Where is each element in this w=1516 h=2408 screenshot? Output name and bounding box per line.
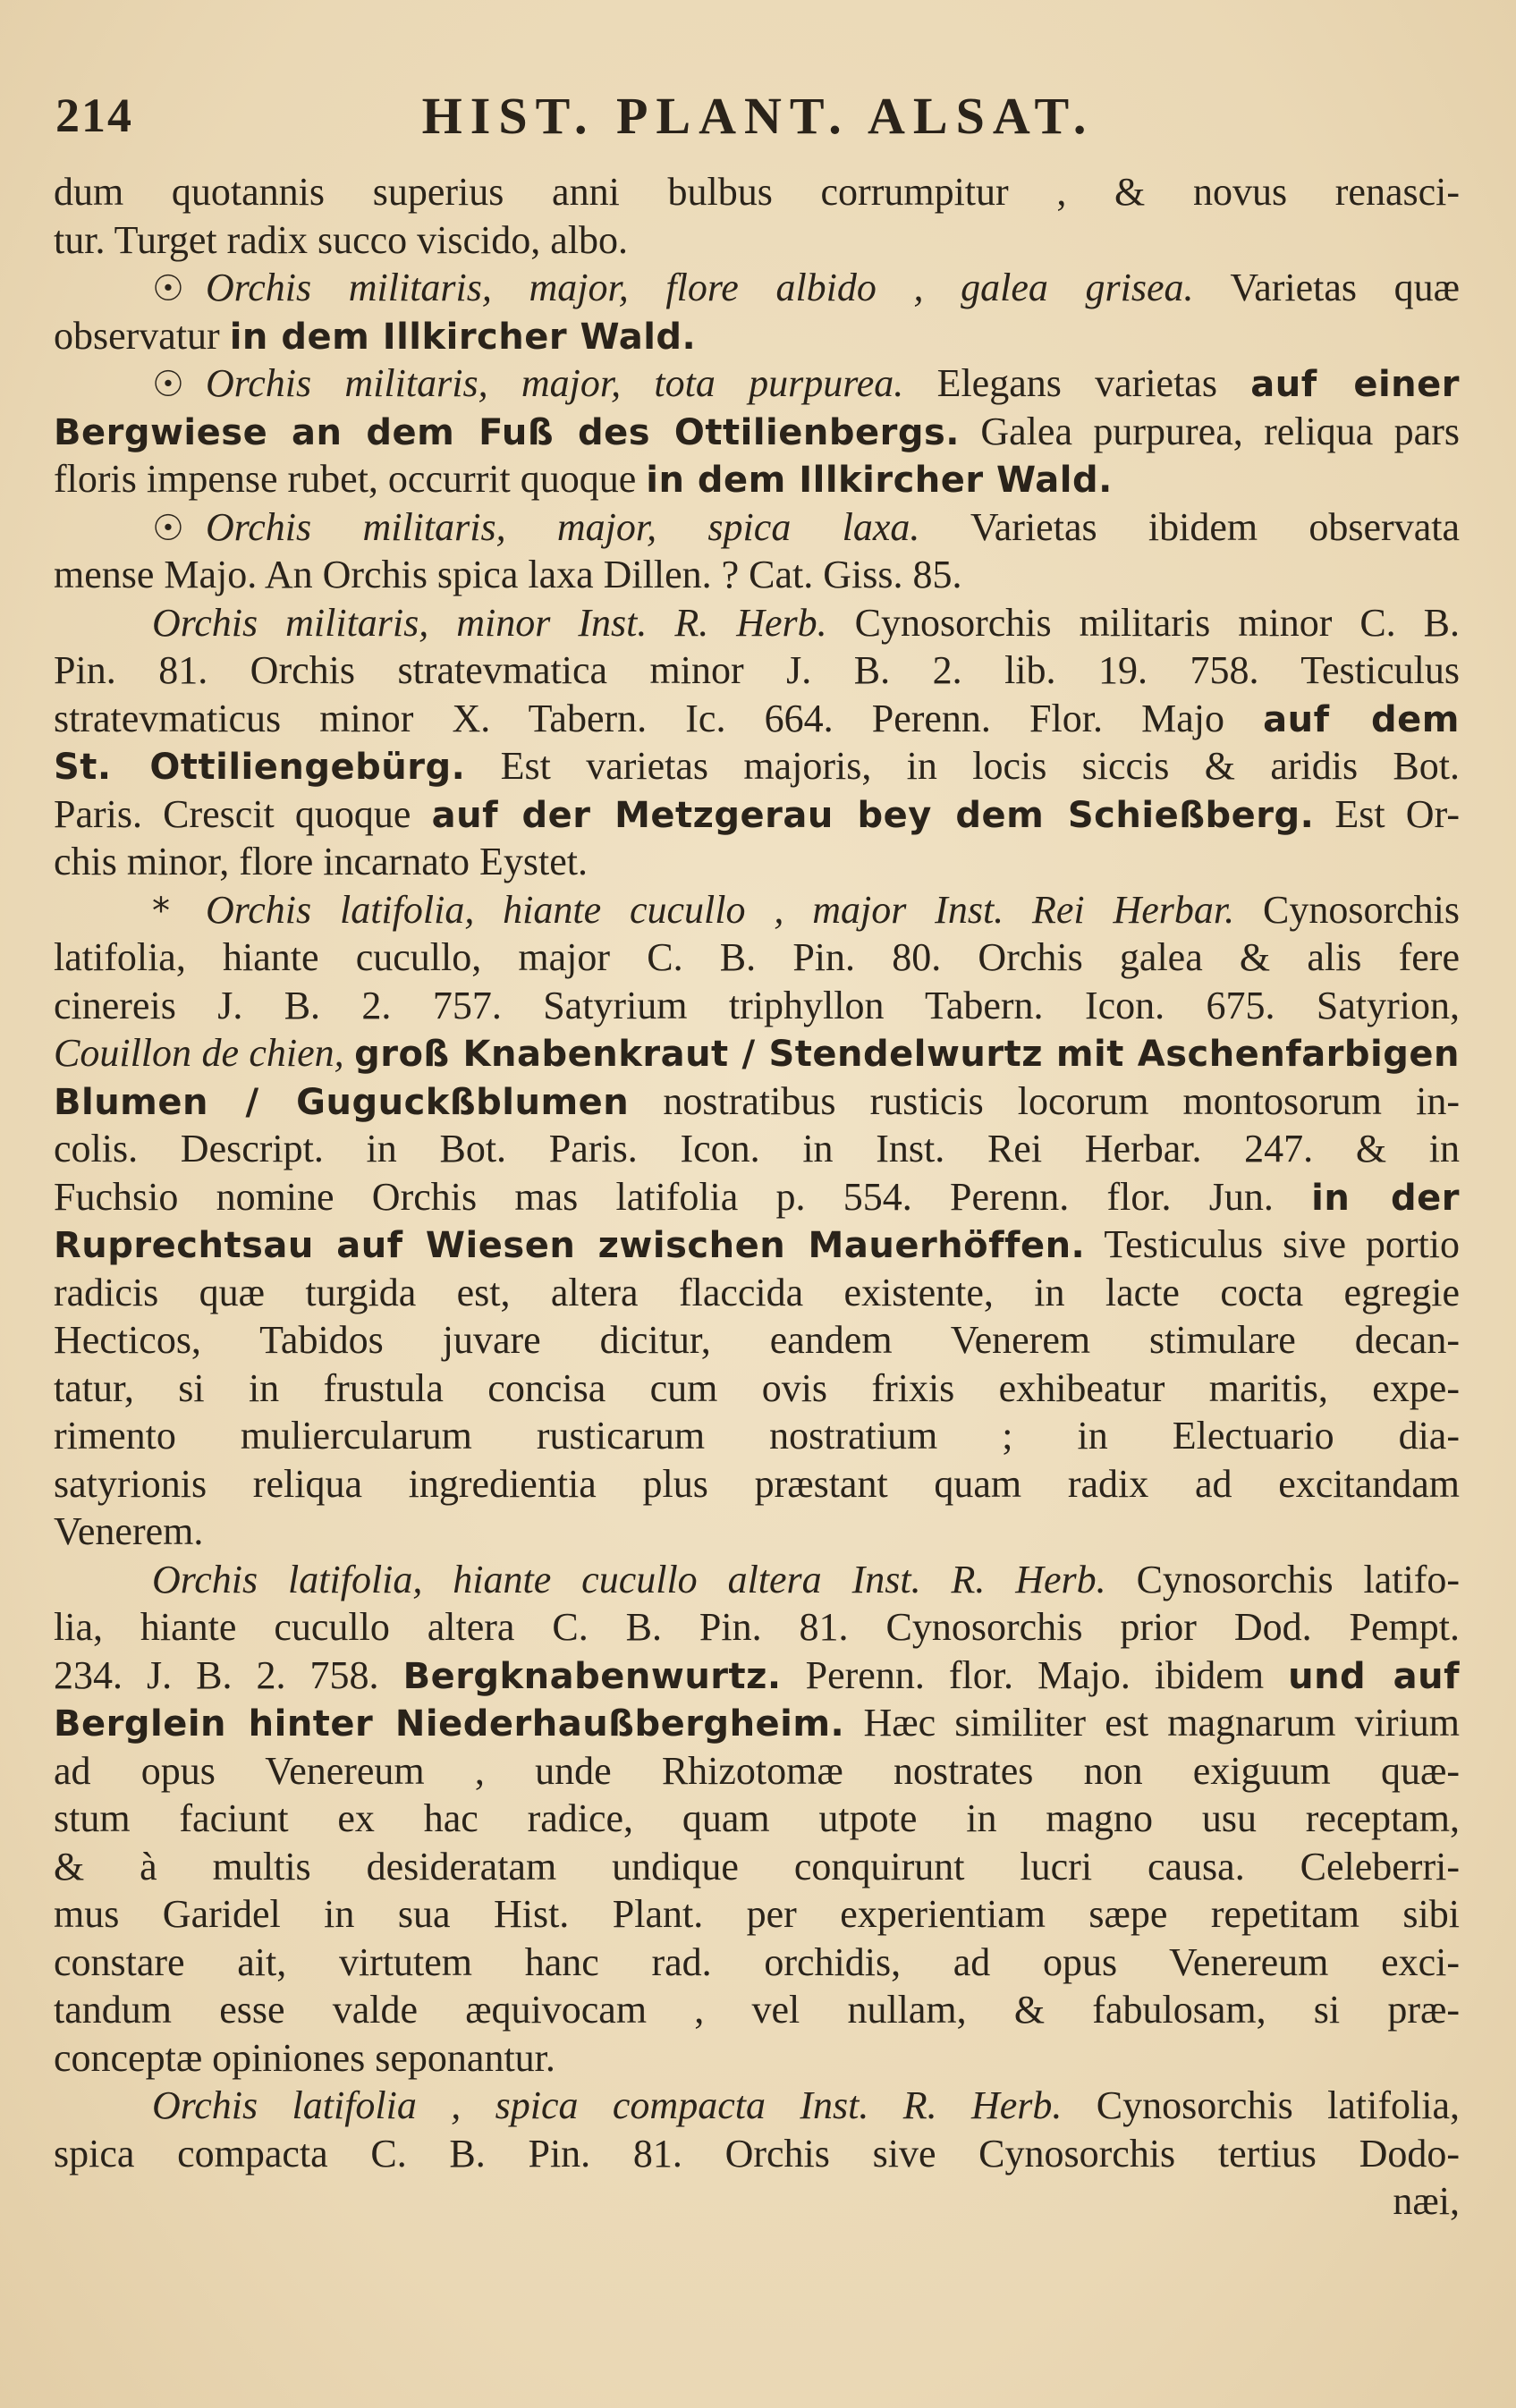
text-line	[54, 1795, 1460, 1843]
text-line	[54, 312, 1460, 360]
entry-marker: ☉	[152, 268, 184, 309]
blackletter-text: Berglein hinter Niederhaußbergheim.	[54, 1703, 845, 1745]
text-segment: tandum esse valde æquivocam , vel nullam, & fabulosam, si præ-	[54, 1988, 1460, 2032]
text-line	[54, 408, 1460, 456]
text-segment: lia, hiante cucullo altera C. B. Pin. 81. Cynosorchis prior Dod. Pempt.	[54, 1605, 1460, 1649]
text-line	[54, 1221, 1460, 1269]
text-segment: observatur	[54, 313, 230, 358]
italic-text: Orchis militaris, major, spica laxa.	[206, 504, 920, 549]
blackletter-text: Blumen / Guguckßblumen	[54, 1081, 630, 1123]
blackletter-text: auf einer	[1250, 364, 1460, 405]
text-line	[54, 2130, 1460, 2178]
text-line	[54, 1412, 1460, 1460]
text-segment: Hecticos, Tabidos juvare dicitur, eandem Venerem stimulare decan-	[54, 1318, 1460, 1362]
text-segment: & à multis desideratam undique conquirunt lucri causa. Celeberri-	[54, 1844, 1460, 1888]
text-segment: satyrionis reliqua ingredientia plus præstant quam radix ad excitandam	[54, 1461, 1460, 1506]
text-segment: Cynosorchis	[1234, 887, 1460, 932]
text-segment: tur. Turget radix succo viscido, albo.	[54, 217, 629, 262]
text-line	[54, 2082, 1460, 2130]
text-segment: Cynosorchis latifolia,	[1062, 2083, 1460, 2127]
blackletter-text: groß Knabenkraut / Stendelwurtz mit Aschenfarbigen	[354, 1034, 1460, 1075]
text-segment: Est varietas majoris, in locis siccis & aridis Bot.	[465, 744, 1460, 788]
text-segment: tatur, si in frustula concisa cum ovis frixis exhibeatur maritis, expe-	[54, 1365, 1460, 1410]
text-line	[54, 646, 1460, 695]
text-segment: Testiculus sive portio	[1085, 1222, 1460, 1266]
text-line	[54, 216, 1460, 265]
text-segment: Varietas quæ	[1193, 266, 1460, 309]
text-segment: Paris. Crescit quoque	[54, 791, 432, 836]
entry-marker: *	[152, 890, 170, 932]
text-segment: ad opus Venereum , unde Rhizotomæ nostrates non exiguum quæ-	[54, 1748, 1460, 1793]
text-segment: Hæc similiter est magnarum virium	[844, 1701, 1460, 1745]
text-line	[54, 359, 1460, 408]
text-line	[54, 695, 1460, 743]
page-header	[0, 79, 1516, 150]
text-segment: rimento muliercularum rusticarum nostratium ; in Electuario dia-	[54, 1414, 1460, 1457]
running-title: HIST. PLANT. ALSAT.	[421, 87, 1095, 145]
italic-text: Orchis militaris, major, flore albido , galea grisea.	[206, 266, 1194, 309]
text-line	[54, 1460, 1460, 1508]
text-line	[54, 1508, 1460, 1556]
page-number: 214	[55, 89, 133, 142]
text-segment: cinereis J. B. 2. 757. Satyrium triphyllon Tabern. Icon. 675. Satyrion,	[54, 983, 1460, 1027]
entry-marker: ☉	[152, 507, 184, 549]
blackletter-text: in dem Illkircher Wald.	[646, 460, 1113, 501]
blackletter-text: St. Ottiliengebürg.	[54, 747, 466, 788]
text-line	[54, 1173, 1460, 1221]
text-line	[54, 1125, 1460, 1173]
text-line	[54, 1652, 1460, 1700]
italic-text: Couillon de chien,	[54, 1031, 355, 1075]
text-line	[54, 2177, 1460, 2226]
text-segment: næi,	[1393, 2179, 1460, 2223]
text-line	[54, 1747, 1460, 1795]
text-segment: Cynosorchis latifo-	[1105, 1557, 1460, 1601]
text-line	[54, 1556, 1460, 1604]
text-segment: colis. Descript. in Bot. Paris. Icon. in Inst. Rei Herbar. 247. & in	[54, 1127, 1460, 1170]
italic-text: Orchis latifolia, hiante cucullo altera Inst. R. Herb.	[152, 1557, 1106, 1601]
text-line	[54, 982, 1460, 1030]
text-segment: chis minor, flore incarnato Eystet.	[54, 840, 588, 883]
text-segment: spica compacta C. B. Pin. 81. Orchis sive Cynosorchis tertius Dodo-	[54, 2131, 1460, 2176]
blackletter-text: in der	[1311, 1177, 1460, 1219]
text-line	[54, 503, 1460, 552]
text-segment: dum quotannis superius anni bulbus corrumpitur , & novus renasci-	[54, 170, 1460, 214]
text-line	[54, 599, 1460, 647]
text-segment: floris impense rubet, occurrit quoque	[54, 457, 647, 501]
text-line	[54, 1699, 1460, 1747]
text-segment: Cynosorchis militaris minor C. B.	[826, 600, 1460, 645]
text-segment: radicis quæ turgida est, altera flaccida existente, in lacte cocta egregie	[54, 1270, 1460, 1314]
text-segment: mus Garidel in sua Hist. Plant. per experientiam sæpe repetitam sibi	[54, 1892, 1460, 1936]
text-segment: Galea purpurea, reliqua pars	[959, 409, 1460, 453]
text-segment: constare ait, virtutem hanc rad. orchidis, ad opus Venereum exci-	[54, 1939, 1460, 1984]
text-line	[54, 1843, 1460, 1891]
blackletter-text: Bergwiese an dem Fuß des Ottilienbergs.	[54, 411, 960, 453]
text-line	[54, 264, 1460, 312]
text-line	[54, 1939, 1460, 1987]
entry-marker: ☉	[152, 364, 184, 405]
text-segment: Perenn. flor. Majo. ibidem	[781, 1652, 1289, 1697]
text-segment: Est Or-	[1314, 791, 1460, 836]
text-line	[54, 886, 1460, 934]
blackletter-text: auf der Metzgerau bey dem Schießberg.	[431, 794, 1315, 836]
text-segment: 234. J. B. 2. 758.	[54, 1652, 403, 1697]
text-segment: Elegans varietas	[903, 361, 1251, 405]
text-line	[54, 551, 1460, 599]
blackletter-text: Bergknabenwurtz.	[402, 1655, 782, 1697]
text-line	[54, 742, 1460, 790]
text-line	[54, 790, 1460, 839]
text-line	[54, 168, 1460, 216]
text-segment: Varietas ibidem observata	[919, 504, 1460, 549]
blackletter-text: und auf	[1288, 1655, 1460, 1697]
text-body	[54, 168, 1460, 2226]
blackletter-text: Ruprechtsau auf Wiesen zwischen Mauerhöffen.	[54, 1225, 1086, 1266]
text-line	[54, 1029, 1460, 1077]
blackletter-text: auf dem	[1263, 698, 1460, 740]
text-segment: stratevmaticus minor X. Tabern. Ic. 664. Perenn. Flor. Majo	[54, 696, 1264, 740]
italic-text: Orchis militaris, major, tota purpurea.	[206, 361, 904, 405]
text-segment: nostratibus rusticis locorum montosorum in-	[629, 1078, 1460, 1123]
text-line	[54, 1077, 1460, 1126]
italic-text: Orchis latifolia , spica compacta Inst. R. Herb.	[152, 2083, 1063, 2127]
text-segment: Venerem.	[54, 1509, 204, 1553]
blackletter-text: in dem Illkircher Wald.	[229, 316, 697, 358]
italic-text: Orchis militaris, minor Inst. R. Herb.	[152, 600, 827, 645]
text-line	[54, 838, 1460, 886]
text-line	[54, 1890, 1460, 1939]
text-line	[54, 455, 1460, 503]
text-segment: mense Majo. An Orchis spica laxa Dillen. ? Cat. Giss. 85.	[54, 553, 962, 596]
text-line	[54, 1986, 1460, 2034]
text-line	[54, 934, 1460, 982]
text-line	[54, 1316, 1460, 1365]
text-line	[54, 2034, 1460, 2083]
text-segment: stum faciunt ex hac radice, quam utpote in magno usu receptam,	[54, 1796, 1460, 1840]
text-line	[54, 1603, 1460, 1652]
text-segment: Fuchsio nomine Orchis mas latifolia p. 554. Perenn. flor. Jun.	[54, 1174, 1312, 1219]
italic-text: Orchis latifolia, hiante cucullo , major Inst. Rei Herbar.	[206, 887, 1235, 932]
text-line	[54, 1365, 1460, 1413]
text-line	[54, 1269, 1460, 1317]
text-segment: Pin. 81. Orchis stratevmatica minor J. B. 2. lib. 19. 758. Testiculus	[54, 648, 1460, 692]
text-segment: conceptæ opiniones seponantur.	[54, 2035, 555, 2080]
text-segment: latifolia, hiante cucullo, major C. B. Pin. 80. Orchis galea & alis fere	[54, 935, 1460, 979]
